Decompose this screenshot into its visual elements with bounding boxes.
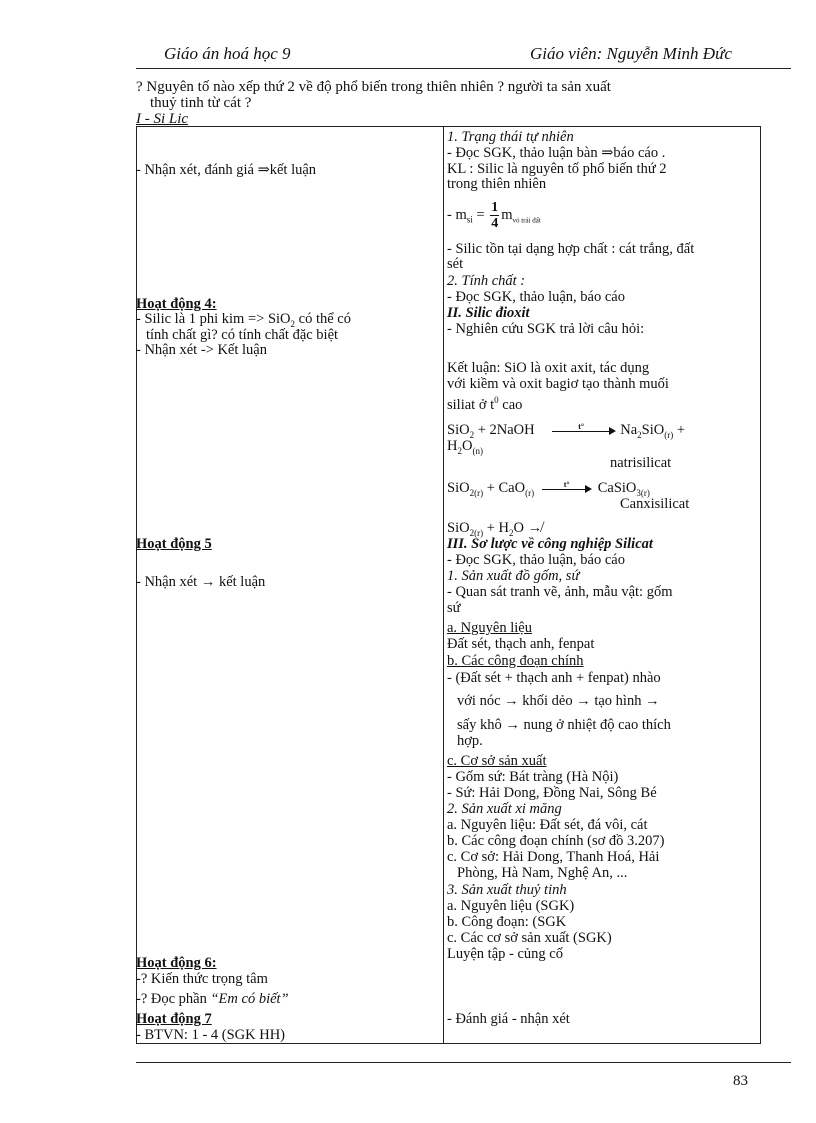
r-silic-dioxide-heading: II. Silic đioxit <box>447 305 530 321</box>
eq1-sio3: SiO <box>641 422 665 438</box>
r-kl-sio: Kết luận: SiO là oxit axit, tác dụng <box>447 360 650 376</box>
fraction-one-quarter <box>490 200 499 231</box>
left-read-a: -? Đọc phần <box>136 991 211 1007</box>
r-observe-2: sứ <box>447 600 461 616</box>
activity-4-heading: Hoạt động 4: <box>136 296 217 312</box>
r-mass-formula <box>447 200 757 231</box>
left-silic-q-a: - Silic là 1 phi kim => SiO <box>136 311 291 327</box>
r-silicat-sup: 0 <box>494 395 499 405</box>
eq1-o: O <box>461 438 473 454</box>
r-read-discuss-2: - Đọc SGK, thảo luận, báo cáo <box>447 552 625 568</box>
question-line-2: thuỷ tinh từ cát ? <box>150 95 252 111</box>
question-line-1: ? Nguyên tố nào xếp thứ 2 về độ phổ biến trong thiên nhiên ? người ta sản xuất <box>136 79 611 95</box>
activity-6-heading: Hoạt động 6: <box>136 955 217 971</box>
r-facilities-heading: c. Cơ sở sản xuất <box>447 753 547 769</box>
r-natural-state: 1. Trạng thái tự nhiên <box>447 129 574 145</box>
r-cement-stages: b. Các công đoạn chính (sơ đồ 3.207) <box>447 833 665 849</box>
r-facility-1: - Gốm sứ: Bát tràng (Hà Nội) <box>447 769 619 785</box>
sub-2: 2 <box>457 445 462 456</box>
r-observe: - Quan sát tranh vẽ, ảnh, mẫu vật: gốm <box>447 584 673 600</box>
r-facility-2: - Sứ: Hải Dong, Đồng Nai, Sông Bé <box>447 785 657 801</box>
r-materials-heading: a. Nguyên liệu <box>447 620 532 636</box>
r-stages-3: sấy khô → nung ở nhiệt độ cao thích <box>457 717 671 733</box>
mass-m: - m <box>447 206 467 223</box>
mass-eq: = <box>472 206 489 223</box>
left-read-section <box>136 992 436 1008</box>
eq3-sio: SiO <box>447 520 470 536</box>
header-right: Giáo viên: Nguyễn Minh Đức <box>530 44 732 63</box>
question <box>136 79 776 111</box>
equation-1-water <box>447 439 757 459</box>
r-ceramics-heading: 1. Sản xuất đồ gốm, sứ <box>447 568 580 584</box>
left-review-3: - Nhận xét → kết luận <box>136 574 266 590</box>
r-glass-facilities: c. Các cơ sở sản xuất (SGK) <box>447 930 612 946</box>
r-cement-facilities-2: Phòng, Hà Nam, Nghệ An, ... <box>457 865 628 881</box>
left-key-knowledge: -? Kiến thức trọng tâm <box>136 971 268 987</box>
sub-2: 2 <box>469 429 475 440</box>
r-research: - Nghiên cứu SGK trả lời câu hỏi: <box>447 321 645 337</box>
fraction-den: 4 <box>491 216 499 231</box>
equation-2 <box>447 481 757 501</box>
r-glass-heading: 3. Sản xuất thuỷ tinh <box>447 882 567 898</box>
no-reaction-icon: ↛ <box>527 520 543 536</box>
eq2-sio: SiO <box>447 480 470 496</box>
page-number: 83 <box>733 1073 748 1089</box>
footer-rule <box>136 1062 791 1063</box>
r-cement-heading: 2. Sản xuất xi măng <box>447 801 562 817</box>
eq1-naoh: + 2NaOH <box>474 422 535 438</box>
r-glass-stages: b. Công đoạn: (SGK <box>447 914 567 930</box>
header-rule <box>136 68 791 69</box>
left-review-2: - Nhận xét -> Kết luận <box>136 342 267 358</box>
r-stages-1: - (Đất sét + thạch anh + fenpat) nhào <box>447 670 661 686</box>
mass-m2: m <box>501 206 513 223</box>
sub-2r: 2(r) <box>469 487 484 498</box>
r-read-discuss: - Đọc SGK, thảo luận, báo cáo <box>447 289 625 305</box>
left-homework: - BTVN: 1 - 4 (SGK HH) <box>136 1027 286 1043</box>
heat-t0-2: t° <box>563 479 570 489</box>
r-materials: Đất sét, thạch anh, fenpat <box>447 636 595 652</box>
eq1-h: H <box>447 438 458 454</box>
sub-2: 2 <box>508 527 514 538</box>
left-silic-q-b: có thể có <box>295 311 351 327</box>
sub-n: (n) <box>472 445 483 456</box>
activity-7-heading: Hoạt động 7 <box>136 1011 212 1027</box>
sub-2: 2 <box>637 429 642 440</box>
r-kl-sio-2: với kiềm và oxit bagiơ tạo thành muối <box>447 376 669 392</box>
r-cement-materials: a. Nguyên liệu: Đất sét, đá vôi, cát <box>447 817 648 833</box>
natrisilicat-label: natrisilicat <box>610 455 672 471</box>
r-kl-sio-3 <box>447 393 757 413</box>
header-left: Giáo án hoá học 9 <box>164 44 291 63</box>
eq1-na: Na <box>620 422 638 438</box>
r-properties: 2. Tính chất : <box>447 273 526 289</box>
eq3-h: + H <box>483 520 509 536</box>
activity-5-heading: Hoạt động 5 <box>136 536 212 552</box>
fraction-num: 1 <box>491 200 499 215</box>
mass-earth-crust: vỏ trái đất <box>512 216 541 225</box>
sub-r-3: (r) <box>664 429 674 440</box>
sub-r: (r) <box>525 487 535 498</box>
eq2-casio: CaSiO <box>597 480 637 496</box>
heat-t0: t° <box>578 421 585 431</box>
eq3-o: O <box>513 520 528 536</box>
section-title-silic: I - Si Lic <box>136 111 189 127</box>
sub-2r: 2(r) <box>469 527 484 538</box>
r-stages-2: với nóc → khối dẻo → tạo hình → <box>457 693 660 709</box>
left-review-1: - Nhận xét, đánh giá ⇒kết luận <box>136 162 317 178</box>
r-silicat-b: cao <box>498 396 523 413</box>
r-cement-facilities: c. Cơ sở: Hải Dong, Thanh Hoá, Hải <box>447 849 660 865</box>
r-read-sgk: - Đọc SGK, thảo luận bàn ⇒báo cáo . <box>447 145 666 161</box>
sub-2: 2 <box>290 318 296 329</box>
table-column-divider <box>443 126 444 1044</box>
eq1-plus: + <box>673 422 686 438</box>
r-silicat-industry-heading: III. Sơ lược về công nghiệp Silicat <box>447 536 653 552</box>
r-glass-materials: a. Nguyên liệu (SGK) <box>447 898 575 914</box>
r-silicat-a: siliat ở t <box>447 396 495 413</box>
r-compound-forms: - Silic tồn tại dạng hợp chất : cát trắng, đất <box>447 241 695 257</box>
mass-si: si <box>466 214 473 225</box>
r-compound-forms-2: sét <box>447 256 464 272</box>
reaction-arrow-2 <box>542 479 592 494</box>
eq1-sio: SiO <box>447 422 470 438</box>
r-evaluation: - Đánh giá - nhận xét <box>447 1011 570 1027</box>
r-conclusion-2: trong thiên nhiên <box>447 176 547 192</box>
left-silic-question-2: tính chất gì? có tính chất đặc biệt <box>146 327 339 343</box>
reaction-arrow-1 <box>552 421 616 436</box>
left-read-b: “Em có biết” <box>210 991 289 1007</box>
r-practice: Luyện tập - củng cố <box>447 946 563 962</box>
eq2-cao: + CaO <box>483 480 526 496</box>
sub-3r: 3(r) <box>636 487 650 498</box>
r-stages-heading: b. Các công đoạn chính <box>447 653 584 669</box>
canxisilicat-label: Canxisilicat <box>620 496 690 512</box>
r-stages-4: hợp. <box>457 733 483 749</box>
r-conclusion: KL : Silic là nguyên tố phổ biến thứ 2 <box>447 161 667 177</box>
